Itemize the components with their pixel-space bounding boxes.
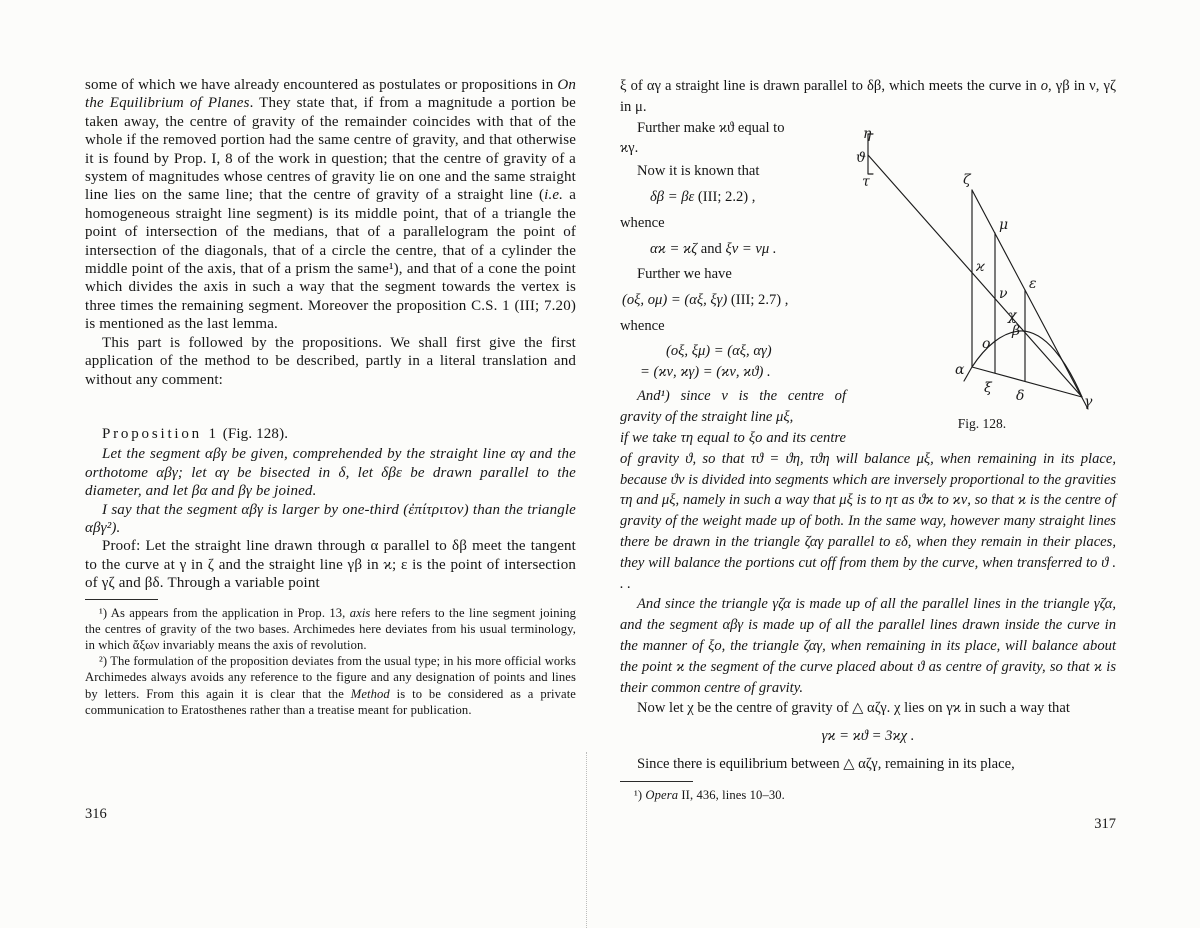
- paragraph: And¹) since ν is the centre of gravity of the straight line μξ,: [620, 388, 846, 426]
- figure-label-theta: ϑ: [856, 149, 867, 166]
- figure-label-mu: μ: [999, 216, 1009, 233]
- display-equation: = (ϰν, ϰγ) = (ϰν, ϰϑ) .: [640, 363, 771, 380]
- footnote-1: ¹) Opera II, 436, lines 10–30.: [634, 787, 785, 802]
- display-equation: δβ = βε (III; 2.2) ,: [650, 188, 756, 205]
- page-number-left: 316: [85, 806, 107, 822]
- figure-label-delta: δ: [1016, 387, 1025, 404]
- line-zeta-gamma-tangent: [972, 190, 1088, 409]
- footnotes: [620, 787, 1116, 803]
- footnote-2: ²) The formulation of the proposition deviates from the usual type; in his more official works Archimedes always avoids any reference to the figure and any designation of points and lines by letters. From this again it is clear that the Method is to be considered as a private communication to Eratosthenes rather than a treatise meant for publication.: [85, 654, 576, 717]
- footnote-1: ¹) As appears from the application in Prop. 13, axis here refers to the line segment joining the centres of gravity of the two bases. Archimedes here deviates from his usual terminology, in which ἄξων invariably means the axis of revolution.: [85, 605, 576, 652]
- left-page: [85, 76, 576, 718]
- figure-label-gamma: γ: [1084, 393, 1093, 410]
- proposition-heading: Proposition 1 (Fig. 128).: [102, 425, 289, 442]
- display-equation: αϰ = ϰζ and ξν = νμ .: [650, 240, 777, 257]
- figure-label-eta: η: [863, 125, 872, 142]
- right-page: [620, 76, 1116, 803]
- paragraph-continuation: ξ of αγ a straight line is drawn parallel to δβ, which meets the curve in o, γβ in ν, γζ in μ.: [620, 78, 1116, 115]
- paragraph: Since there is equilibrium between △ αζγ, remaining in its place,: [637, 755, 1015, 772]
- line-gamma-theta: [868, 155, 1082, 397]
- figure-label-kappa: ϰ: [976, 258, 985, 275]
- figure-caption: Fig. 128.: [957, 415, 1007, 431]
- figure-label-chi: χ: [1008, 307, 1017, 324]
- footnote-separator: [620, 781, 693, 782]
- display-equation: (oξ, oμ) = (αξ, ξγ) (III; 2.7) ,: [622, 292, 789, 309]
- paragraph-italic: if we take τη equal to ξo and its centre of gravity ϑ, so that τϑ = ϑη, τϑη will balance μξ, when remaining in its place, because ϑν is divided into segments which are inversely proportional to the gravities τη and μξ, namely in such a way that μξ is to ητ as ϑϰ to ϰν, so that ϰ is the centre of gravity of the weight made up of both. In the same way, however many straight lines there be drawn in the triangle ζαγ parallel to εδ, when they remain in their places, they will balance the portions cut off from them by the curve, when transferred to ϑ . . .: [620, 429, 1116, 592]
- proof-paragraph: Proof: Let the straight line drawn through α parallel to δβ meet the tangent to the curve at γ in ζ and the straight line γβ in ϰ; ε is the point of intersection of γζ and βδ. Through a variable point: [85, 538, 576, 592]
- paragraph: Further make ϰϑ equal to ϰγ.: [620, 119, 785, 157]
- display-equation: (oξ, ξμ) = (αξ, αγ): [666, 342, 772, 359]
- paragraph: Now it is known that: [637, 163, 760, 180]
- figure-label-nu: ν: [999, 285, 1008, 302]
- paragraph-continuation: some of which we have already encountered as postulates or propositions in On the Equilibrium of Planes. They state that, if from a magnitude a portion be taken away, the centre of gravity of the remainder coincides with that of the whole if the removed portion had the same centre of gravity, and that otherwise it is found by Prop. I, 8 of the work in question; that the centre of gravity of a system of magnitudes whose centres of gravity lie on one and the same straight line lies on the same line; that the centre of gravity of a straight line (i.e. a homogeneous straight line segment) is its middle point, that of a triangle the point of intersection of the medians, that of a parallelogram the point of intersection of the diagonals, that of a circle the centre, that of a cylinder the middle point of the axis, that of a prism the same¹), and that of a cone the point which divides the axis in such a way that the segment towards the vertex is three times the remaining segment. Moreover the proposition C.S. 1 (III; 7.20) is mentioned as the last lemma.: [85, 77, 576, 333]
- figure-label-zeta: ζ: [963, 171, 971, 188]
- page-number-right: 317: [1094, 816, 1116, 832]
- figure-label-omicron: o: [982, 335, 991, 352]
- paragraph: Now let χ be the centre of gravity of △ αζγ. χ lies on γϰ in such a way that: [637, 700, 1070, 717]
- figure-label-alpha: α: [955, 361, 965, 378]
- figure-drawing: [856, 122, 1116, 432]
- gutter-crease: [586, 752, 587, 928]
- figure-label-epsilon: ε: [1029, 275, 1037, 292]
- paragraph: whence: [620, 317, 665, 334]
- display-equation: γϰ = ϰϑ = 3ϰχ .: [821, 728, 915, 745]
- figure-label-beta: β: [1012, 322, 1021, 339]
- paragraph: This part is followed by the propositions. We shall first give the first application of the method to be described, partly in a literal translation and without any comment:: [85, 334, 576, 388]
- footnotes: [85, 605, 576, 718]
- footnote-separator: [85, 599, 158, 600]
- figure-label-tau: τ: [862, 173, 870, 190]
- paragraph: Further we have: [637, 266, 732, 283]
- proposition-statement: Let the segment αβγ be given, comprehended by the straight line αγ and the orthotome αβγ; let αγ be bisected in δ, let δβε be drawn parallel to the diameter, and let βα and βγ be joined.: [85, 446, 576, 500]
- figure-128: [856, 122, 1116, 440]
- paragraph-italic: And since the triangle γζα is made up of all the parallel lines in the triangle γζα, and the segment αβγ is made up of all the parallel lines drawn inside the curve in the manner of ξo, the triangle ζαγ, when remaining in its place, will balance about the point ϰ the segment of the curve placed about ϑ as centre of gravity, so that ϰ is their common centre of gravity.: [620, 596, 1116, 696]
- proposition-claim: I say that the segment αβγ is larger by one-third (ἐπίτριτον) than the triangle αβγ²).: [85, 501, 576, 536]
- paragraph: whence: [620, 214, 665, 231]
- figure-label-xi: ξ: [984, 379, 992, 396]
